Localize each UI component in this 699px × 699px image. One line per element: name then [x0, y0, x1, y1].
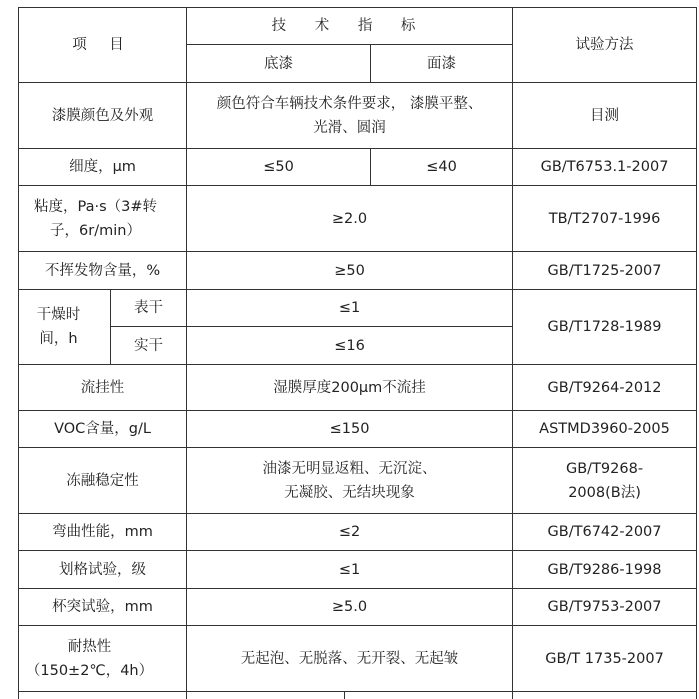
table-row	[19, 448, 697, 514]
test-method: GB/T1728-1989	[513, 290, 697, 365]
header-item: 项 目	[19, 8, 187, 83]
item-name: VOC含量，g/L	[19, 411, 187, 448]
spec-value: ≥5.0	[187, 589, 513, 626]
header-row	[19, 8, 697, 45]
table-row	[19, 411, 697, 448]
spec-value: ≤1	[187, 551, 513, 589]
test-method: GB/T6742-2007	[513, 514, 697, 551]
table-row	[19, 83, 697, 149]
item-name: 耐热性（150±2℃，4h）	[19, 626, 187, 692]
item-name: 不挥发物含量，%	[19, 252, 187, 290]
test-method: TB/T2707-1996	[513, 186, 697, 252]
spec-value: ≤150	[187, 411, 513, 448]
test-method: GB/T 1735-2007	[513, 626, 697, 692]
spec-value: ≥50	[187, 252, 513, 290]
sub-item: 实干	[111, 327, 187, 365]
item-name: 划格试验，级	[19, 551, 187, 589]
spec-value: 湿膜厚度200μm不流挂	[187, 365, 513, 411]
item-name: 粘度，Pa·s（3#转子，6r/min）	[19, 186, 187, 252]
spec-value: 无起泡、无脱落、无开裂、无起皱	[187, 626, 513, 692]
table-row	[19, 514, 697, 551]
spec-value: ≤1	[187, 290, 513, 327]
test-method: GB/T9286-1998	[513, 551, 697, 589]
spec-topcoat: ≤40	[371, 149, 513, 186]
table-row	[19, 149, 697, 186]
spec-value: ≤2	[187, 514, 513, 551]
test-method: 目测	[513, 83, 697, 149]
spec-value: 颜色符合车辆技术条件要求， 漆膜平整、光滑、圆润	[187, 83, 513, 149]
test-method: GB/T9268-2008(B法)	[513, 448, 697, 514]
item-name: 冻融稳定性	[19, 448, 187, 514]
table-row-cutoff	[19, 692, 697, 699]
table-row	[19, 365, 697, 411]
item-name: 流挂性	[19, 365, 187, 411]
header-method: 试验方法	[513, 8, 697, 83]
test-method: GB/T9264-2012	[513, 365, 697, 411]
item-name: 细度，μm	[19, 149, 187, 186]
spec-value: ≥2.0	[187, 186, 513, 252]
spec-value: 油漆无明显返粗、无沉淀、无凝胶、无结块现象	[187, 448, 513, 514]
table-row	[19, 186, 697, 252]
table-row	[19, 589, 697, 626]
test-method: GB/T1725-2007	[513, 252, 697, 290]
test-method: GB/T6753.1-2007	[513, 149, 697, 186]
coating-spec-table	[18, 7, 697, 699]
test-method: GB/T9753-2007	[513, 589, 697, 626]
header-primer: 底漆	[187, 45, 371, 83]
item-name: 杯突试验，mm	[19, 589, 187, 626]
table-row	[19, 551, 697, 589]
item-name: 干燥时间，h	[19, 290, 111, 365]
test-method: ASTMD3960-2005	[513, 411, 697, 448]
sub-item: 表干	[111, 290, 187, 327]
spec-primer: ≤50	[187, 149, 371, 186]
table-row	[19, 626, 697, 692]
header-topcoat: 面漆	[371, 45, 513, 83]
item-name: 漆膜颜色及外观	[19, 83, 187, 149]
table-row	[19, 290, 697, 327]
spec-value: ≤16	[187, 327, 513, 365]
header-tech-index: 技 术 指 标	[187, 8, 513, 45]
table-row	[19, 252, 697, 290]
item-name: 弯曲性能，mm	[19, 514, 187, 551]
